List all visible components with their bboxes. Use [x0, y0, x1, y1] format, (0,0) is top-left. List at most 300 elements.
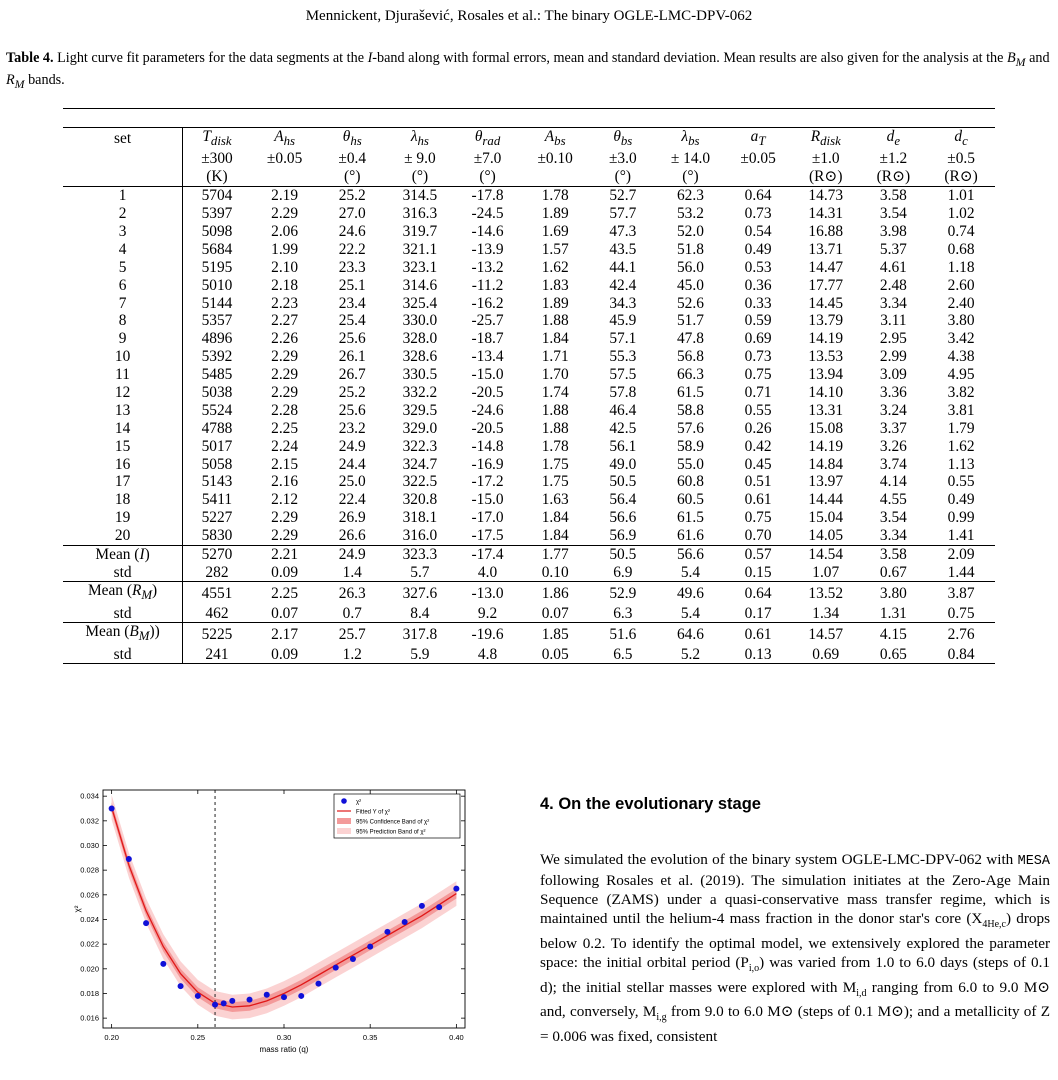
table-cell: 1.75	[541, 473, 569, 491]
table-cell: 26.1	[338, 348, 366, 366]
summary-label: std	[63, 645, 183, 663]
table-cell: 0.68	[947, 240, 975, 258]
table-cell: 4.55	[879, 491, 907, 509]
column-header: ± 9.0	[404, 150, 436, 168]
y-tick-label: 0.032	[80, 816, 99, 826]
table-cell: 4896	[201, 330, 233, 348]
table-cell: 3.34	[879, 527, 907, 545]
table-cell: 3.81	[947, 401, 975, 419]
table-cell: 4.14	[879, 473, 907, 491]
table-cell: 318.1	[402, 509, 438, 527]
table-row	[63, 473, 995, 491]
table-cell: 17	[63, 473, 183, 491]
table-cell: 320.8	[402, 491, 438, 509]
column-header: $\lambda_{hs}$	[410, 127, 429, 148]
table-cell: 51.8	[676, 240, 704, 258]
table-cell: 3.87	[927, 582, 995, 605]
table-cell: 53.2	[676, 205, 704, 223]
table-cell: -17.5	[471, 527, 504, 545]
table-cell: 26.3	[318, 582, 386, 605]
table-cell: 1.83	[541, 276, 569, 294]
table-cell: 5058	[201, 455, 233, 473]
table-cell: 14.54	[792, 545, 860, 563]
data-point	[436, 904, 442, 910]
table-cell: 57.6	[676, 419, 704, 437]
table-cell: 325.4	[402, 294, 438, 312]
table-row	[63, 366, 995, 384]
table-cell: 2.29	[271, 527, 299, 545]
table-cell: 25.2	[338, 187, 366, 205]
column-header: ±0.05	[740, 150, 776, 168]
data-point	[195, 993, 201, 999]
legend-entry: 95% Confidence Band of χ²	[356, 819, 430, 826]
table-cell: 330.0	[402, 312, 438, 330]
table-cell: 0.49	[947, 491, 975, 509]
table-cell: 321.1	[402, 240, 438, 258]
table-row	[63, 276, 995, 294]
column-header: $A_{hs}$	[274, 127, 296, 148]
data-point	[281, 994, 287, 1000]
table-cell: 56.6	[657, 545, 725, 563]
table-cell: 22.4	[338, 491, 366, 509]
table-cell: 3.54	[879, 509, 907, 527]
table-row	[63, 348, 995, 366]
table-cell: 14.10	[808, 383, 844, 401]
table-cell: 25.2	[338, 383, 366, 401]
summary-row	[63, 545, 995, 563]
table-cell: 3.98	[879, 222, 907, 240]
table-cell: 45.9	[609, 312, 637, 330]
table-cell: 3.36	[879, 383, 907, 401]
chi-square-figure	[66, 788, 486, 1075]
table-cell: 327.6	[386, 582, 454, 605]
table-cell: 1.74	[541, 383, 569, 401]
table-cell: 0.33	[744, 294, 772, 312]
table-cell: -24.6	[471, 401, 504, 419]
table-cell: 1.41	[947, 527, 975, 545]
table-cell: 0.45	[744, 455, 772, 473]
table-cell: 316.0	[402, 527, 438, 545]
table-cell: 4	[63, 240, 183, 258]
table-cell: 0.99	[947, 509, 975, 527]
table-cell: 1.18	[947, 258, 975, 276]
table-cell: 0.71	[744, 383, 772, 401]
table-cell: 5	[63, 258, 183, 276]
table-cell: 5392	[201, 348, 233, 366]
table-cell: 1.62	[541, 258, 569, 276]
table-cell: 14.19	[808, 437, 844, 455]
summary-label: std	[63, 563, 183, 581]
table-cell: 10	[63, 348, 183, 366]
table-cell: 2.99	[879, 348, 907, 366]
data-point	[221, 1000, 227, 1006]
table-header-row	[63, 150, 995, 168]
table-cell: 3.80	[860, 582, 928, 605]
column-header: ±300	[201, 150, 233, 168]
legend-marker-prediction	[337, 828, 351, 834]
table-cell: 13.79	[808, 312, 844, 330]
table-cell: 0.75	[744, 509, 772, 527]
column-header	[724, 168, 792, 186]
table-row	[63, 330, 995, 348]
table-cell: 0.42	[744, 437, 772, 455]
table-cell: 2.17	[251, 623, 319, 646]
column-header: $\theta_{hs}$	[342, 127, 362, 148]
table-cell: 5225	[183, 623, 251, 646]
table-cell: 15.04	[808, 509, 844, 527]
section-title: 4. On the evolutionary stage	[540, 795, 761, 813]
table-cell: -19.6	[454, 623, 522, 646]
table-cell: 2.76	[927, 623, 995, 646]
table-cell: 24.9	[318, 545, 386, 563]
summary-row	[63, 582, 995, 605]
table-cell: 61.5	[676, 509, 704, 527]
table-cell: 5098	[201, 222, 233, 240]
table-cell: 13	[63, 401, 183, 419]
table-cell: 5684	[201, 240, 233, 258]
table-cell: 4.8	[454, 645, 522, 663]
table-cell: 1.89	[541, 205, 569, 223]
table-cell: 3.58	[879, 187, 907, 205]
x-tick-label: 0.20	[104, 1033, 119, 1042]
column-header: (°)	[589, 168, 657, 186]
column-header: ±3.0	[608, 150, 637, 168]
table-cell: -20.5	[471, 383, 504, 401]
table-cell: 2.10	[271, 258, 299, 276]
table-row	[63, 294, 995, 312]
column-header	[63, 150, 183, 168]
table-cell: 0.70	[744, 527, 772, 545]
table-cell: 49.0	[609, 455, 637, 473]
table-cell: 1.88	[541, 401, 569, 419]
table-caption: Table 4. Light curve fit parameters for the data segments at the I-band along with formal errors, mean and standard deviation. Mean results are also given for the analysis at the $B_M$ and $R_M$ bands.	[6, 50, 1050, 91]
y-tick-label: 0.024	[80, 914, 99, 924]
column-header: ±1.0	[811, 150, 840, 168]
table-cell: 0.61	[744, 491, 772, 509]
data-point	[109, 805, 115, 811]
table-cell: 0.73	[744, 348, 772, 366]
table-cell: 13.97	[808, 473, 844, 491]
column-header	[63, 168, 183, 186]
table-cell: 62.3	[676, 187, 704, 205]
y-tick-label: 0.022	[80, 939, 99, 949]
table-cell: 57.5	[609, 366, 637, 384]
table-cell: 55.0	[676, 455, 704, 473]
running-head: Mennickent, Djurašević, Rosales et al.: The binary OGLE-LMC-DPV-062	[305, 8, 753, 24]
table-cell: 3.54	[879, 205, 907, 223]
table-cell: 0.10	[541, 563, 569, 581]
table-cell: 22.2	[338, 240, 366, 258]
table-cell: 5830	[201, 527, 233, 545]
table-cell: 2.24	[271, 437, 299, 455]
table-cell: 47.3	[609, 222, 637, 240]
caption-label: Table 4.	[6, 50, 54, 66]
x-axis-label: mass ratio (q)	[259, 1045, 309, 1054]
table-cell: 24.4	[338, 455, 366, 473]
table-cell: 5038	[201, 383, 233, 401]
summary-label: Mean $(R_M)$	[63, 582, 183, 605]
table-cell: 42.5	[609, 419, 637, 437]
table-cell: 19	[63, 509, 183, 527]
table-cell: -17.8	[471, 187, 504, 205]
table-cell: 64.6	[657, 623, 725, 646]
table-cell: 0.26	[744, 419, 772, 437]
table-cell: 2.12	[271, 491, 299, 509]
table-cell: 26.6	[338, 527, 366, 545]
column-header: $\lambda_{bs}$	[681, 127, 700, 148]
table-cell: 1.69	[541, 222, 569, 240]
table-cell: -17.0	[471, 509, 504, 527]
table-cell: 12	[63, 384, 183, 402]
table-cell: 23.2	[338, 419, 366, 437]
table-cell: 1.85	[521, 623, 589, 646]
table-cell: 314.5	[402, 187, 438, 205]
column-header: ±0.4	[338, 150, 367, 168]
table-cell: 2.15	[271, 455, 299, 473]
table-cell: 34.3	[609, 294, 637, 312]
table-cell: 23.4	[338, 294, 366, 312]
column-header	[521, 168, 589, 186]
table-cell: 1.4	[342, 563, 362, 581]
table-cell: 15.08	[808, 419, 844, 437]
table-cell: 316.3	[402, 205, 438, 223]
summary-label: Mean $(B_M)$)	[63, 623, 183, 646]
table-cell: 4.95	[947, 366, 975, 384]
table-cell: 2.29	[271, 205, 299, 223]
column-header: ±1.2	[879, 150, 908, 168]
table-cell: 58.9	[676, 437, 704, 455]
table-cell: 5195	[201, 258, 233, 276]
table-cell: 5.9	[386, 645, 454, 663]
y-tick-label: 0.028	[80, 865, 99, 875]
table-row	[63, 258, 995, 276]
table-cell: 2.40	[947, 294, 975, 312]
table-cell: 18	[63, 491, 183, 509]
table-cell: 2.25	[271, 419, 299, 437]
table-cell: 0.53	[744, 258, 772, 276]
column-header: $a_T$	[750, 127, 766, 148]
table-cell: 1.63	[541, 491, 569, 509]
column-header: (°)	[318, 168, 386, 186]
table-cell: 57.7	[609, 205, 637, 223]
table-cell: 1.13	[947, 455, 975, 473]
table-cell: 14.73	[808, 187, 844, 205]
table-cell: 2.60	[947, 276, 975, 294]
table-cell: 4.0	[477, 563, 498, 581]
table-cell: 4.15	[860, 623, 928, 646]
table-cell: 14	[63, 419, 183, 437]
table-cell: 5.7	[410, 563, 430, 581]
table-cell: 282	[205, 563, 229, 581]
table-cell: 1.57	[541, 240, 569, 258]
table-cell: 23.3	[338, 258, 366, 276]
table-cell: 1.31	[879, 604, 907, 622]
column-header: ±0.10	[537, 150, 573, 168]
table-cell: 3.82	[947, 383, 975, 401]
table-cell: 317.8	[386, 623, 454, 646]
data-point	[350, 956, 356, 962]
table-row	[63, 223, 995, 241]
table-cell: 1.77	[521, 545, 589, 563]
table-cell: 60.5	[676, 491, 704, 509]
table-cell: -15.0	[471, 491, 504, 509]
table-cell: 1.86	[521, 582, 589, 605]
table-cell: 1.78	[541, 437, 569, 455]
table-cell: -16.2	[471, 294, 504, 312]
table-cell: 52.0	[676, 222, 704, 240]
table-cell: 0.74	[947, 222, 975, 240]
table-cell: 5704	[201, 187, 233, 205]
table-cell: 45.0	[676, 276, 704, 294]
table-cell: -17.2	[471, 473, 504, 491]
data-point	[212, 1002, 218, 1008]
table-cell: 3.37	[879, 419, 907, 437]
table-cell: 5524	[201, 401, 233, 419]
table-cell: 2.06	[271, 222, 299, 240]
table-cell: 1.07	[812, 563, 840, 581]
table-cell: 47.8	[676, 330, 704, 348]
table-cell: -13.2	[471, 258, 504, 276]
table-cell: 51.6	[589, 623, 657, 646]
table-cell: 49.6	[657, 582, 725, 605]
summary-row	[63, 563, 995, 581]
table-cell: 1.01	[947, 187, 975, 205]
table-cell: 14.84	[808, 455, 844, 473]
table-cell: 0.07	[271, 604, 299, 622]
table-cell: 46.4	[609, 401, 637, 419]
table-cell: 0.7	[342, 604, 362, 622]
y-tick-label: 0.034	[80, 791, 99, 801]
table-cell: 0.49	[744, 240, 772, 258]
table-cell: 56.9	[609, 527, 637, 545]
table-cell: 0.75	[744, 366, 772, 384]
data-point	[367, 944, 373, 950]
table-cell: 2.18	[271, 276, 299, 294]
table-cell: 0.55	[947, 473, 975, 491]
column-header: $R_{disk}$	[810, 127, 841, 148]
table-cell: 3.74	[879, 455, 907, 473]
table-cell: 0.15	[744, 563, 772, 581]
table-cell: 322.5	[402, 473, 438, 491]
x-tick-label: 0.40	[449, 1033, 464, 1042]
table-cell: 3	[63, 223, 183, 241]
table-row	[63, 509, 995, 527]
table-cell: 42.4	[609, 276, 637, 294]
table-cell: 1.88	[541, 419, 569, 437]
table-row	[63, 491, 995, 509]
table-cell: 57.8	[609, 383, 637, 401]
table-cell: 14.47	[808, 258, 844, 276]
table-cell: 13.71	[808, 240, 844, 258]
table-cell: 6	[63, 276, 183, 294]
table-cell: 5.37	[879, 240, 907, 258]
table-cell: 1.2	[318, 645, 386, 663]
table-cell: 17.77	[808, 276, 844, 294]
column-header: $d_c$	[954, 127, 968, 148]
table-cell: 25.6	[338, 330, 366, 348]
data-point	[333, 965, 339, 971]
table-cell: 16	[63, 455, 183, 473]
table-cell: 66.3	[676, 366, 704, 384]
table-cell: 0.69	[792, 645, 860, 663]
table-cell: 15	[63, 437, 183, 455]
table-cell: 20	[63, 527, 183, 545]
table-cell: 3.26	[879, 437, 907, 455]
table-row	[63, 312, 995, 330]
table-cell: -18.7	[471, 330, 504, 348]
table-cell: 3.80	[947, 312, 975, 330]
table-cell: 6.5	[589, 645, 657, 663]
table-cell: 2.29	[271, 509, 299, 527]
table-cell: 26.9	[338, 509, 366, 527]
table-cell: 2.29	[271, 366, 299, 384]
table-cell: 323.1	[402, 258, 438, 276]
table-header-row	[63, 128, 995, 150]
table-cell: 0.51	[744, 473, 772, 491]
table-cell: 14.44	[808, 491, 844, 509]
table-cell: 0.73	[744, 205, 772, 223]
table-cell: 3.58	[860, 545, 928, 563]
table-cell: 4.61	[879, 258, 907, 276]
table-cell: 57.1	[609, 330, 637, 348]
y-tick-label: 0.020	[80, 964, 99, 974]
table-cell: 314.6	[402, 276, 438, 294]
table-cell: 3.09	[879, 366, 907, 384]
table-cell: 0.07	[541, 604, 569, 622]
table-cell: 462	[205, 604, 229, 622]
table-cell: 0.75	[947, 604, 975, 622]
data-point	[126, 856, 132, 862]
table-cell: 44.1	[609, 258, 637, 276]
data-point	[315, 981, 321, 987]
table-cell: 323.3	[386, 545, 454, 563]
table-cell: 60.8	[676, 473, 704, 491]
table-row	[63, 205, 995, 223]
table-row	[63, 419, 995, 437]
table-cell: 51.7	[676, 312, 704, 330]
x-tick-label: 0.30	[276, 1033, 292, 1042]
table-cell: 328.6	[402, 348, 438, 366]
table-row	[63, 455, 995, 473]
table-cell: 11	[63, 366, 183, 384]
parameter-table	[63, 108, 995, 664]
table-cell: 0.64	[724, 582, 792, 605]
table-cell: 6.3	[613, 604, 633, 622]
column-header: (R⊙)	[792, 168, 860, 186]
table-cell: 52.9	[589, 582, 657, 605]
table-cell: 0.84	[927, 645, 995, 663]
table-cell: 328.0	[402, 330, 438, 348]
table-cell: 8.4	[410, 604, 430, 622]
table-cell: 16.88	[808, 222, 844, 240]
table-cell: 5010	[201, 276, 233, 294]
table-row	[63, 437, 995, 455]
table-cell: 0.61	[724, 623, 792, 646]
table-cell: 2.28	[271, 401, 299, 419]
column-header: $\theta_{rad}$	[474, 127, 501, 148]
legend-marker-points	[341, 798, 347, 804]
table-cell: 52.6	[676, 294, 704, 312]
table-cell: 6.9	[613, 563, 633, 581]
table-cell: 1.71	[541, 348, 569, 366]
table-cell: 4551	[183, 582, 251, 605]
table-cell: 14.05	[808, 527, 844, 545]
legend-entry: χ²	[356, 799, 362, 806]
data-point	[247, 997, 253, 1003]
table-cell: -14.6	[471, 222, 504, 240]
table-cell: 0.65	[860, 645, 928, 663]
data-point	[160, 961, 166, 967]
